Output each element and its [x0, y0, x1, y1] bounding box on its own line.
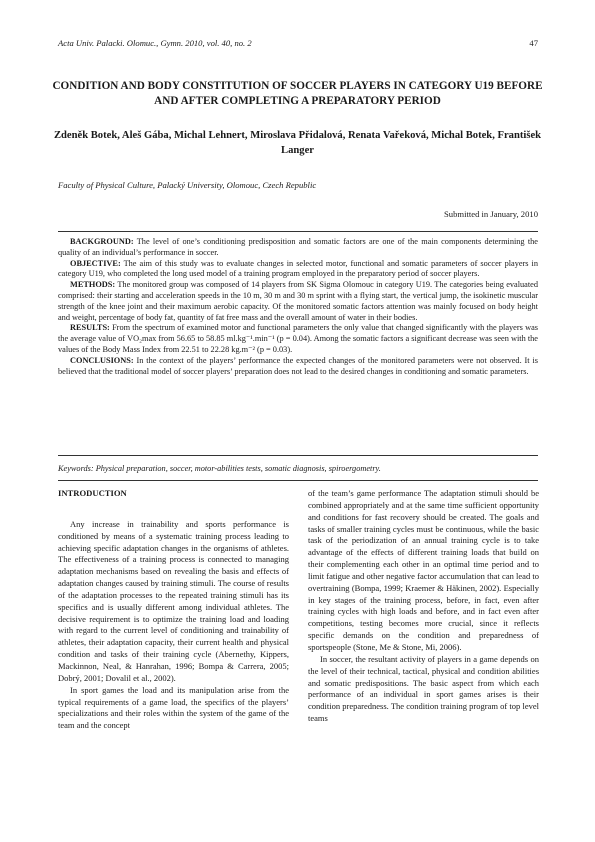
abstract-methods	[58, 280, 538, 323]
methods-label: METHODS:	[70, 280, 116, 290]
page-number: 47	[529, 38, 538, 48]
methods-text: The monitored group was composed of 14 players from SK Sigma Olomouc in category U19. The categories being evaluated comprised: their starting and acceleration speeds in the 10 m, 30 m and 30 m sprint with a flying start, the vertical jump, the isokinetic muscular strength of the knee joint and their maximum aerobic capacity. Of the monitored somatic factors attention was mainly focused on body height and weight, percentage of body fat, quantity of fat free mass and the overall amount of water in their bodies.	[58, 280, 538, 322]
objective-text: The aim of this study was to evaluate changes in selected motor, functional and somatic parameters of soccer players in category U19, who completed the long used model of a training program employed in the preparatory period of soccer players.	[58, 258, 538, 279]
body-column-right	[308, 488, 539, 725]
objective-label: OBJECTIVE:	[70, 258, 121, 268]
abstract	[58, 237, 538, 377]
author-list: Zdeněk Botek, Aleš Gába, Michal Lehnert, Miroslava Přidalová, Renata Vařeková, Michal Botek, František Langer	[53, 130, 542, 156]
background-label: BACKGROUND:	[70, 237, 134, 246]
abstract-bottom-rule	[58, 455, 538, 456]
keywords-rule	[58, 480, 538, 481]
body-paragraph: Any increase in trainability and sports performance is conditioned by means of a systematic training process leading to achieving specific adaptation changes in the organisms of athletes. The effectiveness of a training process is connected to managing adaptation mechanisms based on revealing the basis and effects of adaptation changes caused by training stimuli. The course of results of the adaptation processes to the repeated training stimuli has its specifics and is usually different among individual athletes. The decisive requirement is to optimize the training load and loading with regard to the current level of conditioning and trainability of athletes, their adaptation capacity, their current health and physical condition and tasks of their training cycle (Abernethy, Kippers, Mackinnon, Neal, & Hanrahan, 1996; Bompa & Carrera, 2005; Dobrý, 2001; Dovalil et al., 2002).	[58, 518, 289, 683]
body-paragraph: of the team’s game performance The adaptation stimuli should be combined appropriately and at the same time sufficient opportunity and conditions for fast recovery should be created. The goals and tasks of smaller training cycles must be continuous, while the basic task of the periodization of an annual training cycle is to take advantage of the effects of different training loads that build on their complementing each other in an optimal time period and to limit fatigue and other negative factor accumulation that can lead to overtraining (Bompa, 1999; Kraemer & Häkinen, 2002). Especially in key stages of the training process, before, in fact, even after training cycles with high loads and before, and in fact even after competitions, testing becomes more crucial, since it reflects specific demands on the condition and preparedness of sportspeople (Stone, Me & Stone, Mi, 2006).	[308, 488, 539, 652]
abstract-background	[58, 237, 538, 259]
article-title: CONDITION AND BODY CONSTITUTION OF SOCCER PLAYERS IN CATEGORY U19 BEFORE AND AFTER COMPLETING A PREPARATORY PERIOD	[52, 80, 543, 107]
abstract-top-rule	[58, 231, 538, 232]
abstract-objective	[58, 259, 538, 281]
abstract-results	[58, 323, 538, 355]
affiliation: Faculty of Physical Culture, Palacký University, Olomouc, Czech Republic	[58, 180, 317, 190]
abstract-conclusions	[58, 356, 538, 378]
conclusions-text: In the context of the players’ performance the expected changes of the monitored parameters were not observed. It is believed that the traditional model of soccer players’ preparation does not lead to the desired changes in conditioning and somatic parameters.	[58, 355, 538, 376]
body-paragraph: In soccer, the resultant activity of players in a game depends on the level of their technical, tactical, physical and condition abilities and somatic predispositions. The basic aspect from which each performance of an individual in sport games arises is their condition preparedness. The condition training program of top level teams	[308, 653, 539, 724]
background-text: The level of one’s conditioning predisposition and somatic factors are one of the main components determining the quality of an individual’s performance in soccer.	[58, 237, 538, 257]
results-text: From the spectrum of examined motor and functional parameters the only value that changed significantly with the players was the average value of VO₂max from 56.65 to 58.85 ml.kg⁻¹.min⁻¹ (p = 0.04). Among the somatic factors a significant decrease was seen with the values of the Body Mass Index from 22.51 to 22.28 kg.m⁻² (p = 0.03).	[58, 323, 538, 354]
section-heading-introduction: INTRODUCTION	[58, 488, 127, 498]
results-label: RESULTS:	[70, 323, 110, 333]
journal-citation: Acta Univ. Palacki. Olomuc., Gymn. 2010, vol. 40, no. 2	[58, 38, 252, 48]
submission-date: Submitted in January, 2010	[444, 209, 538, 219]
body-paragraph: In sport games the load and its manipulation arise from the typical requirements of a game load, the specifics of the players’ specializations and their roles within the system of the game of the team and the concept	[58, 684, 289, 731]
running-head	[58, 38, 538, 48]
body-column-left	[58, 488, 289, 732]
conclusions-label: CONCLUSIONS:	[70, 355, 134, 365]
keywords: Keywords: Physical preparation, soccer, motor-abilities tests, somatic diagnosis, spiroergometry.	[58, 464, 381, 473]
